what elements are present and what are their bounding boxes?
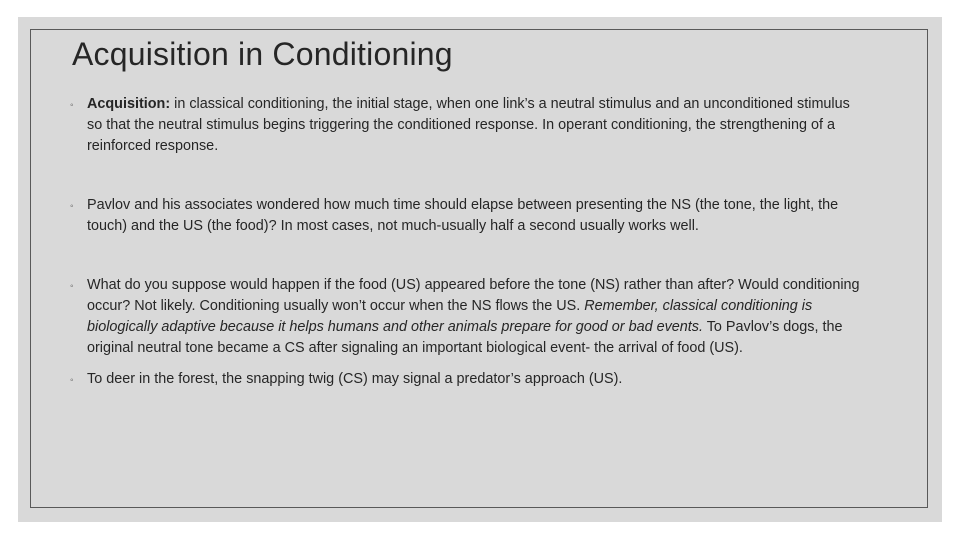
bullet-marker-icon: ◦ [70, 201, 74, 212]
bullet-lead-term: Acquisition: [87, 96, 171, 112]
bullet-acquisition-definition [70, 94, 860, 157]
slide-title: Acquisition in Conditioning [72, 36, 453, 72]
bullet-marker-icon: ◦ [70, 281, 74, 292]
bullet-text-after: To Pavlov’s dogs, the original neutral tone became a CS after signaling an important biological event- the arrival of food (US). [87, 319, 843, 356]
bullet-marker-icon: ◦ [70, 100, 74, 111]
bullet-reverse-order [70, 275, 860, 359]
bullet-deer-example [70, 369, 860, 390]
bullet-text: To deer in the forest, the snapping twig (CS) may signal a predator’s approach (US). [87, 371, 623, 387]
bullet-text: What do you suppose would happen if the food (US) appeared before the tone (NS) rather than after? Would conditioning occur? Not likely. Conditioning usually won’t occur when the NS flows the US. [87, 277, 860, 314]
bullet-text: in classical conditioning, the initial stage, when one link’s a neutral stimulus and an unconditioned stimulus so that the neutral stimulus begins triggering the conditioned response. In operant conditioning, the strengthening of a reinforced response. [87, 96, 850, 154]
bullet-text: Pavlov and his associates wondered how much time should elapse between presenting the NS (the tone, the light, the touch) and the US (the food)? In most cases, not much-usually half a second usually works well. [87, 197, 839, 234]
bullet-pavlov-timing [70, 195, 860, 237]
bullet-list [70, 94, 860, 390]
bullet-marker-icon: ◦ [70, 375, 74, 386]
bullet-emphasis-text: Remember, classical conditioning is biologically adaptive because it helps humans and other animals prepare for good or bad events. [87, 298, 813, 335]
